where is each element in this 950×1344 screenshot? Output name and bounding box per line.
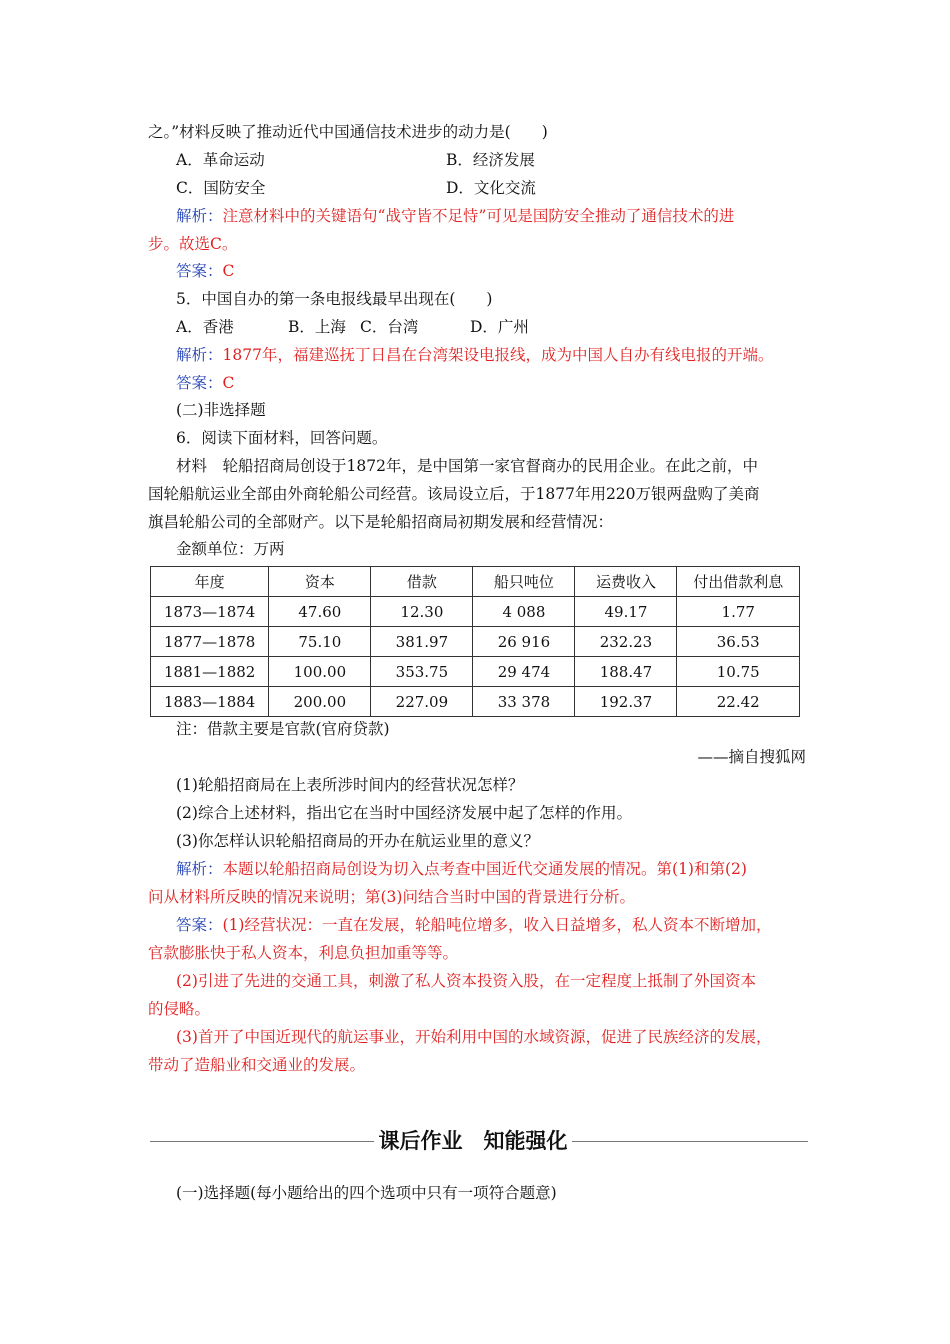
q6-sub2: (2)综合上述材料，指出它在当时中国经济发展中起了怎样的作用。 (176, 804, 632, 822)
q6-stem: 6．阅读下面材料，回答问题。 (176, 429, 388, 447)
table-cell: 33 378 (473, 687, 575, 717)
table-cell: 200.00 (269, 687, 371, 717)
table-cell: 1.77 (677, 597, 800, 627)
table-header: 运费收入 (575, 567, 677, 597)
q6-analysis-cont: 问从材料所反映的情况来说明；第(3)问结合当时中国的背景进行分析。 (148, 888, 635, 906)
q5-answer (176, 372, 234, 394)
q6-answer3: (3)首开了中国近现代的航运事业，开始利用中国的水域资源，促进了民族经济的发展， (176, 1028, 772, 1046)
table-cell: 1883—1884 (151, 687, 269, 717)
source-citation: ——摘自搜狐网 (697, 748, 806, 766)
analysis-text: 1877年，福建巡抚丁日昌在台湾架设电报线，成为中国人自办有线电报的开端。 (222, 346, 774, 364)
section-heading: (二)非选择题 (176, 401, 266, 419)
table-cell: 1873—1874 (151, 597, 269, 627)
answer-label: 答案： (176, 374, 223, 392)
q6-sub1: (1)轮船招商局在上表所涉时间内的经营状况怎样？ (176, 776, 524, 794)
q5-option-a: A．香港 (176, 318, 234, 336)
table-cell: 227.09 (371, 687, 473, 717)
table-row (151, 687, 800, 717)
table-row (151, 597, 800, 627)
q6-answer2: (2)引进了先进的交通工具，刺激了私人资本投资入股，在一定程度上抵制了外国资本 (176, 972, 756, 990)
table-cell: 1881—1882 (151, 657, 269, 687)
q6-answer (176, 914, 771, 936)
answer-text: C (222, 262, 235, 280)
table-cell: 232.23 (575, 627, 677, 657)
q6-answer1-cont: 官款膨胀快于私人资本，利息负担加重等等。 (148, 944, 459, 962)
analysis-text: 注意材料中的关键语句“战守皆不足恃”可见是国防安全推动了通信技术的进 (222, 207, 735, 225)
q4-option-a: A．革命运动 (176, 151, 265, 169)
q6-sub3: (3)你怎样认识轮船招商局的开办在航运业里的意义？ (176, 832, 539, 850)
analysis-label: 解析： (176, 207, 223, 225)
q4-option-d: D．文化交流 (446, 179, 536, 197)
answer-label: 答案： (176, 916, 223, 934)
q4-stem: 之。”材料反映了推动近代中国通信技术进步的动力是( ) (148, 123, 548, 141)
table-header: 借款 (371, 567, 473, 597)
q6-answer3-cont: 带动了造船业和交通业的发展。 (148, 1056, 366, 1074)
q6-answer2-cont: 的侵略。 (148, 1000, 211, 1018)
q5-option-d: D．广州 (470, 318, 529, 336)
table-cell: 188.47 (575, 657, 677, 687)
analysis-label: 解析： (176, 346, 223, 364)
table-cell: 381.97 (371, 627, 473, 657)
table-cell: 49.17 (575, 597, 677, 627)
table-header: 年度 (151, 567, 269, 597)
q4-answer (176, 260, 234, 282)
homework-section-title: 课后作业 知能强化 (378, 1129, 568, 1153)
table-header: 资本 (269, 567, 371, 597)
table-cell: 100.00 (269, 657, 371, 687)
divider-line-left (150, 1141, 374, 1142)
table-header: 船只吨位 (473, 567, 575, 597)
answer-text: (1)经营状况：一直在发展，轮船吨位增多，收入日益增多，私人资本不断增加， (222, 916, 772, 934)
table-cell: 4 088 (473, 597, 575, 627)
q5-stem: 5．中国自办的第一条电报线最早出现在( ) (176, 290, 493, 308)
table-row (151, 657, 800, 687)
table-note: 注：借款主要是官款(官府贷款) (176, 720, 390, 738)
divider-line-right (572, 1141, 808, 1142)
q4-option-c: C．国防安全 (176, 179, 266, 197)
table-cell: 22.42 (677, 687, 800, 717)
table-cell: 29 474 (473, 657, 575, 687)
answer-text: C (222, 374, 235, 392)
homework-section1: (一)选择题(每小题给出的四个选项中只有一项符合题意) (176, 1184, 557, 1202)
table-cell: 26 916 (473, 627, 575, 657)
q6-material-line3: 旗昌轮船公司的全部财产。以下是轮船招商局初期发展和经营情况： (148, 513, 614, 531)
table-cell: 47.60 (269, 597, 371, 627)
table-cell: 12.30 (371, 597, 473, 627)
table-header: 付出借款利息 (677, 567, 800, 597)
q6-material-line1: 材料 轮船招商局创设于1872年，是中国第一家官督商办的民用企业。在此之前，中 (176, 457, 758, 475)
analysis-text: 本题以轮船招商局创设为切入点考查中国近代交通发展的情况。第(1)和第(2) (222, 860, 747, 878)
table-cell: 192.37 (575, 687, 677, 717)
q4-analysis-cont: 步。故选C。 (148, 235, 238, 253)
q5-option-b: B．上海 (288, 318, 346, 336)
table-cell: 10.75 (677, 657, 800, 687)
q6-unit: 金额单位：万两 (176, 540, 285, 558)
table-cell: 36.53 (677, 627, 800, 657)
q6-material-line2: 国轮船航运业全部由外商轮船公司经营。该局设立后，于1877年用220万银两盘购了美商 (148, 485, 760, 503)
table-cell: 1877—1878 (151, 627, 269, 657)
table-cell: 75.10 (269, 627, 371, 657)
analysis-label: 解析： (176, 860, 223, 878)
q6-analysis (176, 858, 747, 880)
q4-analysis (176, 205, 734, 227)
answer-label: 答案： (176, 262, 223, 280)
q4-option-b: B．经济发展 (446, 151, 535, 169)
q5-option-c: C．台湾 (360, 318, 419, 336)
data-table (150, 566, 800, 717)
table-row (151, 627, 800, 657)
q5-analysis (176, 344, 773, 366)
table-cell: 353.75 (371, 657, 473, 687)
table-header-row (151, 567, 800, 597)
